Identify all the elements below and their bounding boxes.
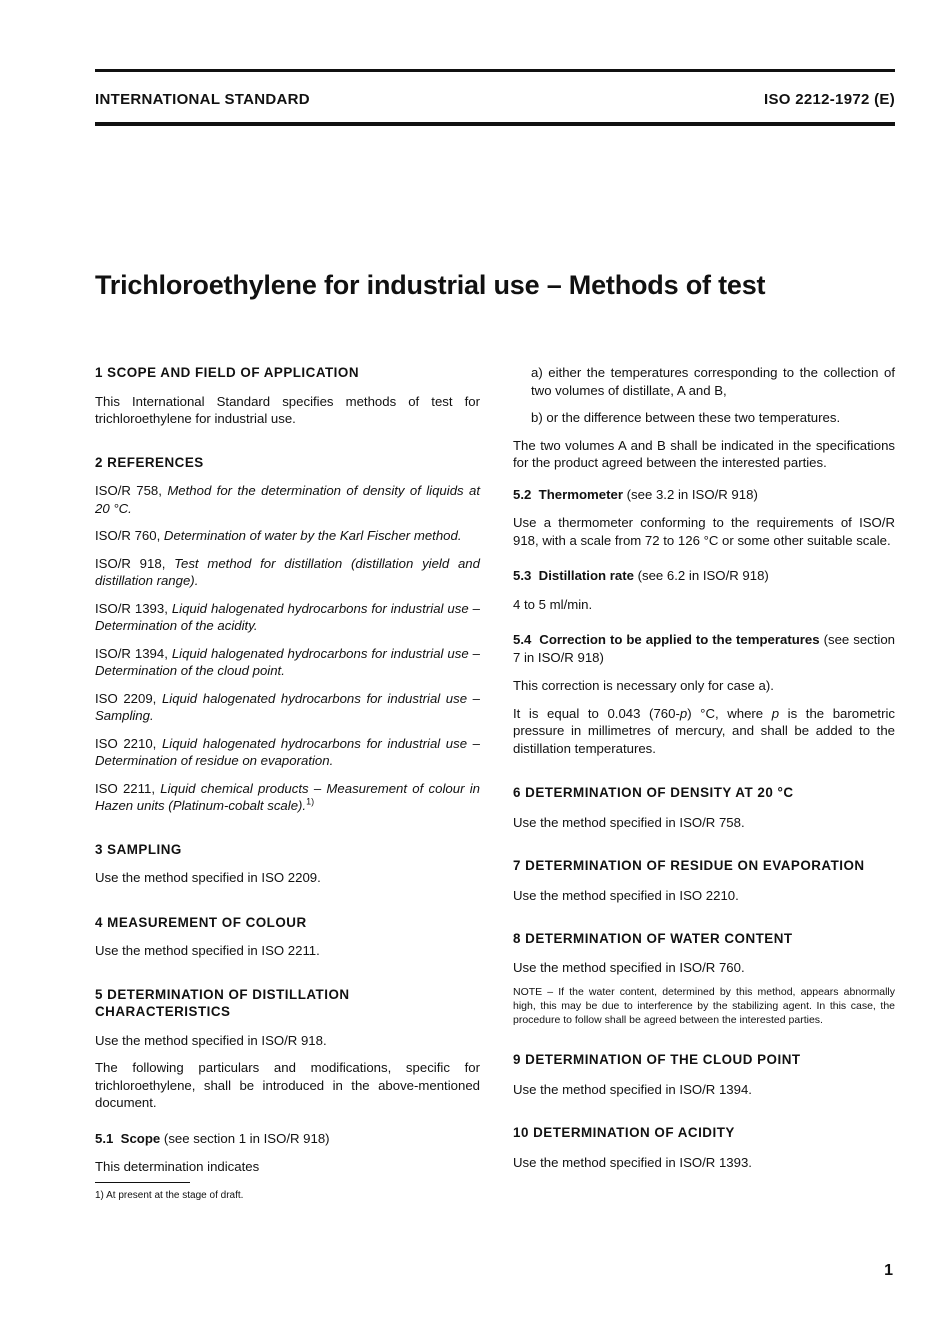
subsection-5-4-text-2: It is equal to 0.043 (760-p) °C, where p is the barometric pressure in millimetres of mercury, and shall be added to the distillation temperatures. (513, 705, 895, 756)
reference-item: ISO 2211, Liquid chemical products – Measurement of colour in Hazen units (Platinum-cobalt scale).$^{1)}$ (95, 780, 480, 813)
subsection-5-2-heading: 5.2 Thermometer (see 3.2 in ISO/R 918) (513, 486, 758, 502)
volumes-text: The two volumes A and B shall be indicated in the specifications for the product agreed between the interested parties. (513, 437, 895, 470)
section-3-text: Use the method specified in ISO 2209. (95, 870, 321, 885)
footnote: 1) At present at the stage of draft. (95, 1189, 244, 1201)
subsection-5-3-text: 4 to 5 ml/min. (513, 596, 593, 612)
section-7-heading: 7 DETERMINATION OF RESIDUE ON EVAPORATION (513, 858, 865, 873)
reference-item: ISO/R 918, Test method for distillation (distillation yield and distillation range). (95, 555, 480, 588)
subsection-5-1-heading: 5.1 Scope (see section 1 in ISO/R 918) (95, 1130, 330, 1146)
left-column (95, 364, 480, 1204)
section-8-text: Use the method specified in ISO/R 760. (513, 959, 745, 975)
section-9-text: Use the method specified in ISO/R 1394. (513, 1081, 752, 1097)
section-7-text: Use the method specified in ISO 2210. (513, 887, 739, 903)
section-3-heading: 3 SAMPLING (95, 841, 182, 857)
subsection-5-1-text: This determination indicates (95, 1159, 260, 1174)
section-2-heading: 2 REFERENCES (95, 454, 204, 470)
document-title: Trichloroethylene for industrial use – Methods of test (95, 270, 766, 300)
page-number: 1 (884, 1262, 893, 1279)
subsection-5-4-text-1: This correction is necessary only for case a). (513, 678, 774, 693)
footnote-ref: 1) (306, 796, 315, 807)
reference-item: ISO/R 760, Determination of water by the Karl Fischer method. (95, 528, 462, 543)
section-4-text: Use the method specified in ISO 2211. (95, 943, 320, 958)
section-9-heading: 9 DETERMINATION OF THE CLOUD POINT (513, 1052, 801, 1067)
reference-item: ISO/R 758, Method for the determination of density of liquids at 20 °C. (95, 483, 480, 516)
section-8-heading: 8 DETERMINATION OF WATER CONTENT (513, 931, 793, 946)
reference-item: ISO 2210, Liquid halogenated hydrocarbons for industrial use – Determination of residue on evaporation. (95, 735, 480, 768)
reference-item: ISO/R 1394, Liquid halogenated hydrocarbons for industrial use – Determination of the cloud point. (95, 645, 480, 678)
header-left: INTERNATIONAL STANDARD (95, 91, 310, 108)
right-column (513, 364, 895, 1171)
list-item-b: b) or the difference between these two temperatures. (531, 410, 841, 425)
header-top-rule (95, 69, 895, 72)
section-5-text-1: Use the method specified in ISO/R 918. (95, 1032, 327, 1048)
subsection-5-2-text: Use a thermometer conforming to the requirements of ISO/R 918, with a scale from 72 to 126 °C or some other suitable scale. (513, 515, 895, 548)
section-10-text: Use the method specified in ISO/R 1393. (513, 1154, 752, 1170)
section-10-heading: 10 DETERMINATION OF ACIDITY (513, 1125, 735, 1140)
reference-item: ISO/R 1393, Liquid halogenated hydrocarbons for industrial use – Determination of the acidity. (95, 600, 480, 633)
section-4-heading: 4 MEASUREMENT OF COLOUR (95, 914, 307, 930)
section-1-heading: 1 SCOPE AND FIELD OF APPLICATION (95, 365, 359, 380)
section-5-heading: 5 DETERMINATION OF DISTILLATION CHARACTERISTICS (95, 986, 350, 1019)
header-right: ISO 2212-1972 (E) (763, 91, 895, 108)
section-5-text-2: The following particulars and modifications, specific for trichloroethylene, shall be introduced in the above-mentioned document. (95, 1060, 480, 1110)
header-bottom-rule (95, 122, 895, 126)
reference-item: ISO 2209, Liquid halogenated hydrocarbons for industrial use – Sampling. (95, 690, 480, 723)
section-6-heading: 6 DETERMINATION OF DENSITY AT 20 °C (513, 785, 794, 800)
subsection-5-3-heading: 5.3 Distillation rate (see 6.2 in ISO/R 918) (513, 568, 769, 583)
section-6-text: Use the method specified in ISO/R 758. (513, 814, 745, 830)
subsection-5-4-heading: 5.4 Correction to be applied to the temperatures (see section 7 in ISO/R 918) (513, 632, 896, 665)
footnote-rule (95, 1182, 190, 1183)
section-1-text: This International Standard specifies methods of test for trichloroethylene for industrial use. (95, 393, 480, 426)
list-item-a: a) either the temperatures corresponding to the collection of two volumes of distillate, A and B, (531, 365, 895, 398)
section-8-note: NOTE – If the water content, determined by this method, appears abnormally high, this may be due to interference by the stabilizing agent. In this case, the procedure to follow shall be agreed between the interested parties. (513, 986, 895, 1026)
